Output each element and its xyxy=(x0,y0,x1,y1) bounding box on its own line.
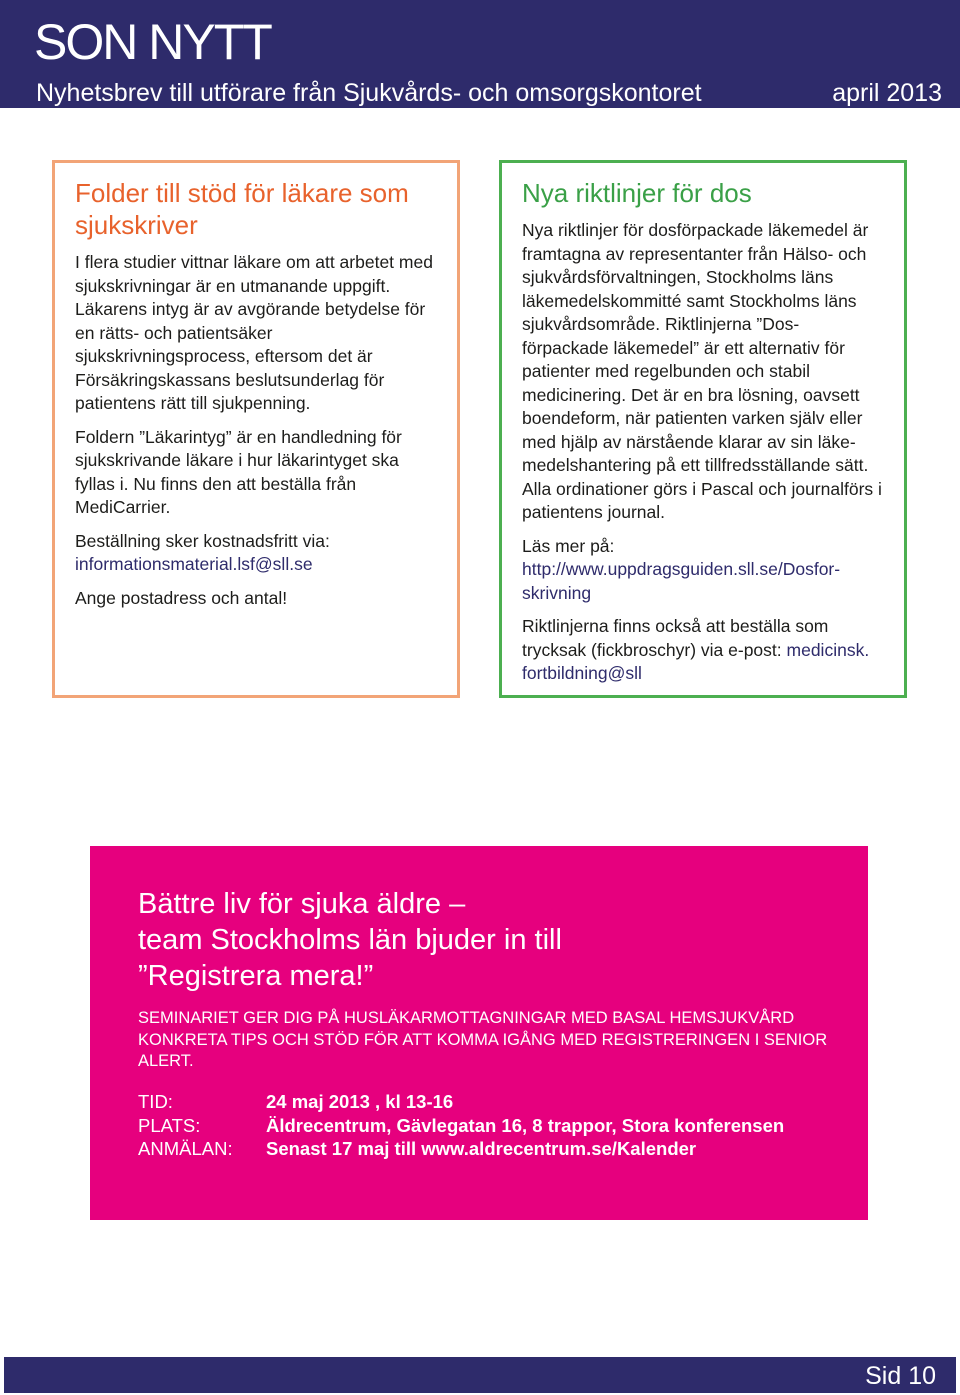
banner-heading-line: team Stockholms län bjuder in till xyxy=(138,924,562,956)
detail-key: PLATS: xyxy=(138,1114,201,1136)
newsletter-header xyxy=(0,0,960,108)
article-heading: Nya riktlinjer för dos xyxy=(522,178,752,208)
article-paragraph: I flera studier vittnar läkare om att arbetet med sjukskrivningar är en utmanande uppgift. Läkarens intyg är av avgörande betydelse för en rätts- och patientsäker sjukskrivningsprocess, eftersom det är Försäkringskassans beslutsunderlag för patientens rätt till sjukpenning. xyxy=(75,252,433,413)
page-number: Sid 10 xyxy=(865,1362,936,1390)
detail-row-place xyxy=(138,1114,784,1138)
article-paragraph: Ange postadress och antal! xyxy=(75,587,288,608)
detail-key: ANMÄLAN: xyxy=(138,1138,233,1159)
guidelines-url-link[interactable]: http://www.uppdragsguiden.sll.se/Dosfor-skrivning xyxy=(522,559,841,603)
order-brochure xyxy=(522,615,884,686)
seminar-banner xyxy=(90,846,868,1220)
banner-heading-line: Bättre liv för sjuka äldre – xyxy=(138,888,466,920)
article-paragraph: Foldern ”Läkarintyg” är en handledning för sjukskrivande läkare i hur läkarintyget ska fyllas i. Nu finns den att beställa från MediCarrier. xyxy=(75,426,402,517)
order-text: Beställning sker kostnadsfritt via: xyxy=(75,530,330,551)
order-info xyxy=(75,530,437,577)
banner-heading-line: ”Registrera mera!” xyxy=(138,960,374,992)
detail-row-time xyxy=(138,1090,784,1114)
seminar-details xyxy=(138,1090,784,1161)
order-email-link[interactable]: informationsmaterial.lsf@sll.se xyxy=(75,554,313,574)
article-paragraph: Nya riktlinjer för dosförpackade läkemedel är framtagna av representanter från Hälso- och sjukvårdsförvaltningen, Stockholms läns läkemedelskommitté samt Stockholms läns sjukvårdsområde. Riktlinjerna ”Dos- förpackade läkemedel” är ett alternativ för patienter med regelbunden och stabil medicinering. Det är en bra lösning, oavsett boendeform, när patienten varken själv eller med hjälp av närstående klarar av sin läke-medelshantering på ett tillfredsställande sätt. Alla ordinationer görs i Pascal och journalförs i patientens journal. xyxy=(522,220,882,522)
newsletter-title: SON NYTT xyxy=(34,14,271,70)
brochure-email-link[interactable]: medicinsk. fortbildning@sll xyxy=(522,639,870,683)
detail-row-registration xyxy=(138,1137,784,1161)
article-dose-guidelines xyxy=(499,160,907,698)
page-footer xyxy=(4,1357,956,1393)
detail-key: TID: xyxy=(138,1091,173,1112)
banner-description: SEMINARIET GER DIG PÅ HUSLÄKARMOTTAGNINGAR MED BASAL HEMSJUKVÅRD KONKRETA TIPS OCH STÖD FÖR ATT KOMMA IGÅNG MED REGISTRERINGEN I SENIOR ALERT. xyxy=(138,1009,828,1070)
newsletter-subtitle: Nyhetsbrev till utförare från Sjukvårds- och omsorgskontoret xyxy=(36,79,702,107)
read-more-text: Läs mer på: xyxy=(522,535,615,556)
detail-value: Senast 17 maj till www.aldrecentrum.se/Kalender xyxy=(266,1138,697,1159)
article-heading: Folder till stöd för läkare som sjukskriver xyxy=(75,178,409,240)
detail-value: 24 maj 2013 , kl 13-16 xyxy=(266,1091,454,1112)
read-more xyxy=(522,535,884,606)
detail-value: Äldrecentrum, Gävlegatan 16, 8 trappor, Stora konferensen xyxy=(266,1114,785,1136)
article-sick-leave-folder xyxy=(52,160,460,698)
banner-heading xyxy=(138,886,562,994)
issue-date: april 2013 xyxy=(832,79,942,107)
order-brochure-text: Riktlinjerna finns också att beställa som trycksak (fickbroschyr) via e-post: xyxy=(522,616,829,660)
